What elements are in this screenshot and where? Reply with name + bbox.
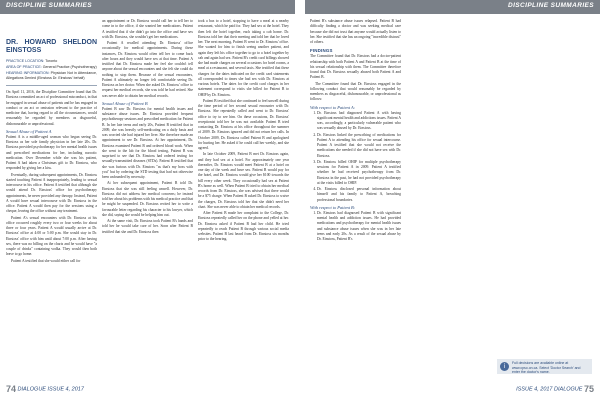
list-item: 1. Dr. Einstoss had diagnosed Patient B with significant mental health and addiction issues. He had provided medications and psychotherapy for mental health issues and substance abuse issues when she was in her late teens and early 20s. As a result of the sexual abuse by Dr. Einstoss, Patient B's: [317, 211, 401, 243]
hearing-info-key: HEARING INFORMATION:: [6, 71, 50, 75]
page-number: 74: [6, 384, 17, 394]
subheading: With respect to Patient B:: [310, 204, 356, 210]
divider: [6, 85, 97, 86]
issue-label: ISSUE 4, 2017 DIALOGUE: [516, 386, 583, 393]
findings-list-a: [310, 111, 401, 203]
subheading: With respect to Patient A:: [310, 104, 356, 110]
column-3: [198, 19, 289, 379]
findings-list-b: [310, 211, 401, 243]
paragraph: Eventually, during subsequent appointments, Dr. Einstoss started touching Patient A inappropriately, leading to sexual intercourse in his office. Patient A testified that although she would attend Dr. Einstoss' office for psychotherapy appointments, he never provided any therapy. Instead, Patient A would have sexual intercourse with Dr. Einstoss in the office. Patient A would then pay for the sessions using a cheque, leaving the office without any treatment.: [6, 172, 97, 214]
findings-heading: FINDINGS: [310, 48, 333, 54]
paragraph: The Committee found that Dr. Einstoss had a doctor-patient relationship with both Patient A and Patient B at the time of his sexual relationship with them. The Committee therefore found that Dr. Einstoss sexually abused both Patient A and Patient B.: [310, 54, 401, 80]
list-item: 2. Dr. Einstoss linked the prescribing of medications for Patient A to attending his office for sexual intercourse. Patient A testified that she would not receive the medications she needed if she did not have sex with Dr. Einstoss.: [317, 133, 401, 159]
column-4: [310, 19, 401, 379]
page-gutter: [295, 0, 305, 401]
section-label: DISCIPLINE SUMMARIES: [6, 2, 93, 9]
list-item: 1. Dr. Einstoss had diagnosed Patient A with having significant mental health and addictions issues. Patient A was, accordingly, a particularly vulnerable patient who was sexually abused by Dr. Einstoss.: [317, 111, 401, 132]
list-item: 3. Dr. Einstoss billed OHIP for multiple psychotherapy sessions for Patient A in 2009. Patient A testified whether he had received psychotherapy from Dr. Einstoss in the past, he had not provided psychotherapy at the visits billed to OHIP.: [317, 160, 401, 186]
paragraph: On April 11, 2016, the Discipline Committee found that Dr. Einstoss committed an act of professional misconduct, in that he engaged in sexual abuse of patients and he has engaged in conduct or an act or omission relevant to the practice of medicine that, having regard to all the circumstances, would reasonably be regarded by members as disgraceful, dishonourable or unprofessional.: [6, 90, 97, 126]
member-name: DR. HOWARD SHELDON EINSTOSS: [6, 39, 97, 54]
member-meta: [6, 59, 97, 81]
paragraph: Patient A is a middle-aged woman who began seeing Dr. Einstoss as her sole family physician in her late 20s. Dr. Einstoss provided psychotherapy for her mental health issues and prescribed medications for her, including narcotic medication. Over December while she was his patient, Patient A had taken a Christmas gift to Dr. Einstoss, who responded by giving her a kiss.: [6, 134, 97, 171]
subheading: Sexual Abuse of Patient A: [6, 128, 52, 134]
hearing-info-value: Physician Not in Attendance, Allegations Denied (Einstoss Dr. Einstoss' behalf): [6, 71, 97, 80]
paragraph: Patient A recalled attending Dr. Einstoss' office occasionally for medical appointments. During these instances, Dr. Einstoss would often tell her to come back after hours and they would have sex at that time. Patient A testified that Dr. Einstoss made her feel she couldn't tell anyone about the sexual encounters and she felt she could do nothing to stop them. Because of the sexual encounters, Patient A ultimately no longer felt comfortable seeing Dr. Einstoss as her doctor. When she asked Dr. Einstoss' office to request her medical records, she was told he had retired. She was never able to obtain her medical records.: [102, 41, 193, 98]
column-1: [6, 19, 97, 379]
footer-left: [6, 384, 84, 394]
paragraph: Patient B testified that she continued to feel unwell during the time period of her second sexual encounter with Dr. Einstoss. She repeatedly called and went to Dr. Einstoss' office to try to see him. On these occasions, Dr. Einstoss' receptionist told her he was not available. Patient B tried contacting Dr. Einstoss at his office throughout the summer of 2009. Dr. Einstoss ignored and did not return her calls. In October 2009, Dr. Einstoss called Patient B and apologized for hurting her. He asked if he could call her weekly, and she agreed.: [198, 98, 289, 150]
area-of-practice-value: General Practice (Psychotherapy): [42, 65, 97, 69]
paragraph: Patient A's sexual encounters with Dr. Einstoss at his office occurred roughly every two or four weeks for about three or four years. Patient A would usually arrive at Dr. Einstoss' office at 4:00 or 5:00 p.m. She would stay in Dr. Einstoss' office with him until about 7:00 p.m. After having sex, there was no billing on the charts and he would have "a couple of drinks" containing vodka. They would then both leave to go home.: [6, 215, 97, 257]
subheading: Sexual Abuse of Patient B: [102, 100, 148, 106]
page-header-right: [305, 0, 600, 14]
paragraph: At her subsequent appointment, Patient B told Dr. Einstoss that she was still feeling unwell. However, Dr. Einstoss did not address her medical concerns; he instead told her about his problems with his medical practice and that he might be suspended. Dr. Einstoss recited her to write a favourable letter regarding his character to his lawyer, which she did, saying she would be helping him out.: [102, 181, 193, 217]
area-of-practice-key: AREA OF PRACTICE:: [6, 65, 42, 69]
practice-location-value: Toronto: [45, 59, 58, 63]
full-decision-note: [497, 359, 592, 374]
footer-right: [516, 384, 594, 394]
paragraph: After Patient B made her complaint to the College, Dr. Einstoss repeatedly called her on the phone and yelled at her. Dr. Einstoss asked if Patient B had her child. He tried repeatedly to reach Patient B through various social media websites. Patient B last heard from Dr. Einstoss six months prior to the hearing.: [198, 211, 289, 242]
paragraph: At the same visit, Dr. Einstoss took Patient B's hands and told her he would take care of her. Soon after Patient B testified that she and Dr. Einstoss then: [102, 219, 193, 234]
paragraph: an appointment or Dr. Einstoss would call her to tell her to come in to the office, if she wanted her medications. Patient A testified that if she didn't go into the office and have sex with Dr. Einstoss, she wouldn't get her medications.: [102, 19, 193, 39]
note-text: Full decisions are available online at www.cpso.on.ca. Select 'Doctor Search' and enter the doctor's name.: [512, 361, 581, 375]
section-label: DISCIPLINE SUMMARIES: [507, 2, 594, 9]
paragraph: Patient B saw Dr. Einstoss for mental health issues and substance abuse issues. Dr. Einstoss provided frequent psychotherapy sessions and prescribed medication for Patient B. In her late teens and early 20s, Patient B testified that in 2009, she was heavily self-medicating on a daily basis and was worried she had injured her liver. She therefore made an appointment to see Dr. Einstoss. At her appointment, Dr. Einstoss examined Patient B and ordered blood work. When she went to the lab for the blood testing, Patient B was surprised to see that Dr. Einstoss had ordered testing for sexually-transmitted diseases (STDs). Patient B testified that she was furious with Dr. Einstoss "as that's my boss with you" but by ordering the STD testing that had not otherwise been unfounded by necessity.: [102, 106, 193, 179]
issue-label: DIALOGUE ISSUE 4, 2017: [17, 386, 84, 393]
paragraph: took a bus to a hotel, stopping to have a meal at a nearby restaurant, which he paid for. They had sex at the hotel. They then left the hotel together, each taking a cab home. Dr. Einstoss told her that their meeting and told her that he loved her. The next morning, Patient B went to Dr. Einstoss' office. She wanted for him to finish seeing another patient, and again they left his office together to go to a hotel together by cab and again had sex. Patient B's credit card billings showed she had made charges on several occasions for hotel rooms, a meal at a restaurant, and several taxis. She testified that these charges for the dates indicated on the credit card statements all corresponded to times she had sex with Dr. Einstoss at various hotels. The dates for the credit card charges in her statement correspond to visits she billed for Patient B to OHIP by Dr. Einstoss.: [198, 19, 289, 97]
practice-location-key: PRACTICE LOCATION:: [6, 59, 45, 63]
paragraph: In late October 2009, Patient B met Dr. Einstoss again, and they had sex at a hotel. For approximately one year thereafter, Dr. Einstoss would meet Patient B at a hotel on one day of the week and have sex. Patient B would pay for the hotel, and Dr. Einstoss would give her $100 towards the bill every other week. They occasionally had sex at Patient B's home as well. When Patient B tried to obtain her medical records from Dr. Einstoss, she was advised that there would be a $75 charge. When Patient B asked Dr. Einstoss to waive the charges, Dr. Einstoss told her that she didn't need her chart. She was never able to obtain her medical records.: [198, 152, 289, 209]
paragraph: Patient B's substance abuse issues relapsed. Patient B had difficulty finding a doctor and was seeking medical care because she did not trust that anyone would actually listen to her. She testified that she has an ongoing "incredible distrust" of others.: [310, 19, 401, 44]
column-5: [406, 19, 497, 379]
paragraph: Patient A testified that she would either call for: [11, 258, 81, 263]
page-number: 75: [583, 384, 594, 394]
list-item: 4. Dr. Einstoss disclosed personal information about himself and his family to Patient A, breaching professional boundaries.: [317, 187, 401, 203]
column-2: [102, 19, 193, 379]
info-icon: i: [500, 362, 509, 371]
paragraph: The Committee found that Dr. Einstoss engaged in the following conduct that would reasonably be regarded by members as disgraceful, dishonourable, or unprofessional as follows:: [310, 81, 401, 102]
page-header-left: [0, 0, 295, 14]
